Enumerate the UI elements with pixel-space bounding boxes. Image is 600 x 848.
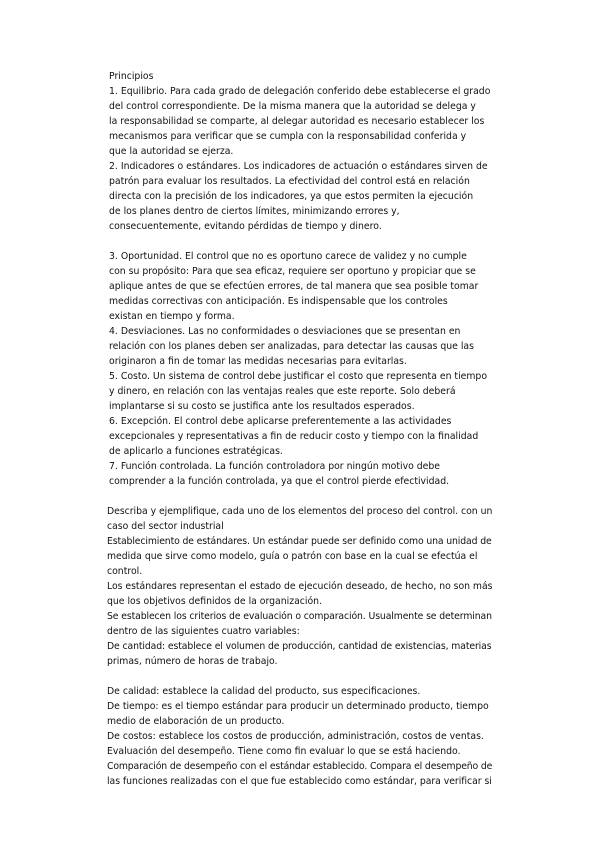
text-line: las funciones realizadas con el que fue establecido como estándar, para verificar si <box>107 776 492 787</box>
text-line: con su propósito: Para que sea eficaz, requiere ser oportuno y propiciar que se <box>109 266 476 277</box>
question-line: caso del sector industrial <box>107 521 224 532</box>
question-line: Describa y ejemplifique, cada uno de los elementos del proceso del control. con un <box>107 506 493 517</box>
text-line: relación con los planes deben ser analizadas, para detectar las causas que las <box>109 341 474 352</box>
text-line: medio de elaboración de un producto. <box>107 716 285 727</box>
text-line: Se establecen los criterios de evaluación o comparación. Usualmente se determinan <box>107 611 492 622</box>
text-line: que los objetivos definidos de la organización. <box>107 596 323 607</box>
text-line: patrón para evaluar los resultados. La efectividad del control está en relación <box>109 176 470 187</box>
text-line: De cantidad: establece el volumen de producción, cantidad de existencias, materias <box>107 641 492 652</box>
text-line: medida que sirve como modelo, guía o patrón con base en la cual se efectúa el <box>107 551 478 562</box>
text-line: dentro de las siguientes cuatro variables: <box>107 626 300 637</box>
text-line: primas, número de horas de trabajo. <box>107 656 278 667</box>
text-line: De calidad: establece la calidad del producto, sus especificaciones. <box>107 686 421 697</box>
text-line: medidas correctivas con anticipación. Es indispensable que los controles <box>109 296 448 307</box>
text-line: mecanismos para verificar que se cumpla con la responsabilidad conferida y <box>109 131 467 142</box>
text-line: y dinero, en relación con las ventajas reales que este reporte. Solo deberá <box>109 386 456 397</box>
text-line: Establecimiento de estándares. Un estándar puede ser definido como una unidad de <box>107 536 492 547</box>
text-line: implantarse si su costo se justifica ante los resultados esperados. <box>109 401 415 412</box>
text-line: aplique antes de que se efectúen errores, de tal manera que sea posible tomar <box>109 281 479 292</box>
text-line: 6. Excepción. El control debe aplicarse preferentemente a las actividades <box>109 416 452 427</box>
text-line: 4. Desviaciones. Las no conformidades o desviaciones que se presentan en <box>109 326 461 337</box>
text-line: originaron a fin de tomar las medidas necesarias para evitarlas. <box>109 356 407 367</box>
text-line: directa con la precisión de los indicadores, ya que estos permiten la ejecución <box>109 191 474 202</box>
text-line: 2. Indicadores o estándares. Los indicadores de actuación o estándares sirven de <box>109 161 488 172</box>
text-line: 1. Equilibrio. Para cada grado de delegación conferido debe establecerse el grado <box>109 86 491 97</box>
text-line: 7. Función controlada. La función controladora por ningún motivo debe <box>109 461 440 472</box>
text-line: De costos: establece los costos de producción, administración, costos de ventas. <box>107 731 484 742</box>
text-line: Comparación de desempeño con el estándar establecido. Compara el desempeño de <box>107 761 493 772</box>
text-line: Evaluación del desempeño. Tiene como fin evaluar lo que se está haciendo. <box>107 746 461 757</box>
text-line: comprender a la función controlada, ya que el control pierde efectividad. <box>109 476 450 487</box>
text-line: existan en tiempo y forma. <box>109 311 235 322</box>
text-line: de aplicarlo a funciones estratégicas. <box>109 446 283 457</box>
text-line: Los estándares representan el estado de ejecución deseado, de hecho, no son más <box>107 581 493 592</box>
section-heading-principios: Principios <box>109 71 154 82</box>
text-line: 5. Costo. Un sistema de control debe justificar el costo que representa en tiempo <box>109 371 488 382</box>
text-line: excepcionales y representativas a fin de reducir costo y tiempo con la finalidad <box>109 431 479 442</box>
text-line: De tiempo: es el tiempo estándar para producir un determinado producto, tiempo <box>107 701 489 712</box>
text-line: de los planes dentro de ciertos límites, minimizando errores y, <box>109 206 400 217</box>
text-line: que la autoridad se ejerza. <box>109 146 234 157</box>
text-line: 3. Oportunidad. El control que no es oportuno carece de validez y no cumple <box>109 251 467 262</box>
text-line: la responsabilidad se comparte, al delegar autoridad es necesario establecer los <box>109 116 485 127</box>
text-line: del control correspondiente. De la misma manera que la autoridad se delega y <box>109 101 476 112</box>
text-line: control. <box>107 566 143 577</box>
text-line: consecuentemente, evitando pérdidas de tiempo y dinero. <box>109 221 382 232</box>
